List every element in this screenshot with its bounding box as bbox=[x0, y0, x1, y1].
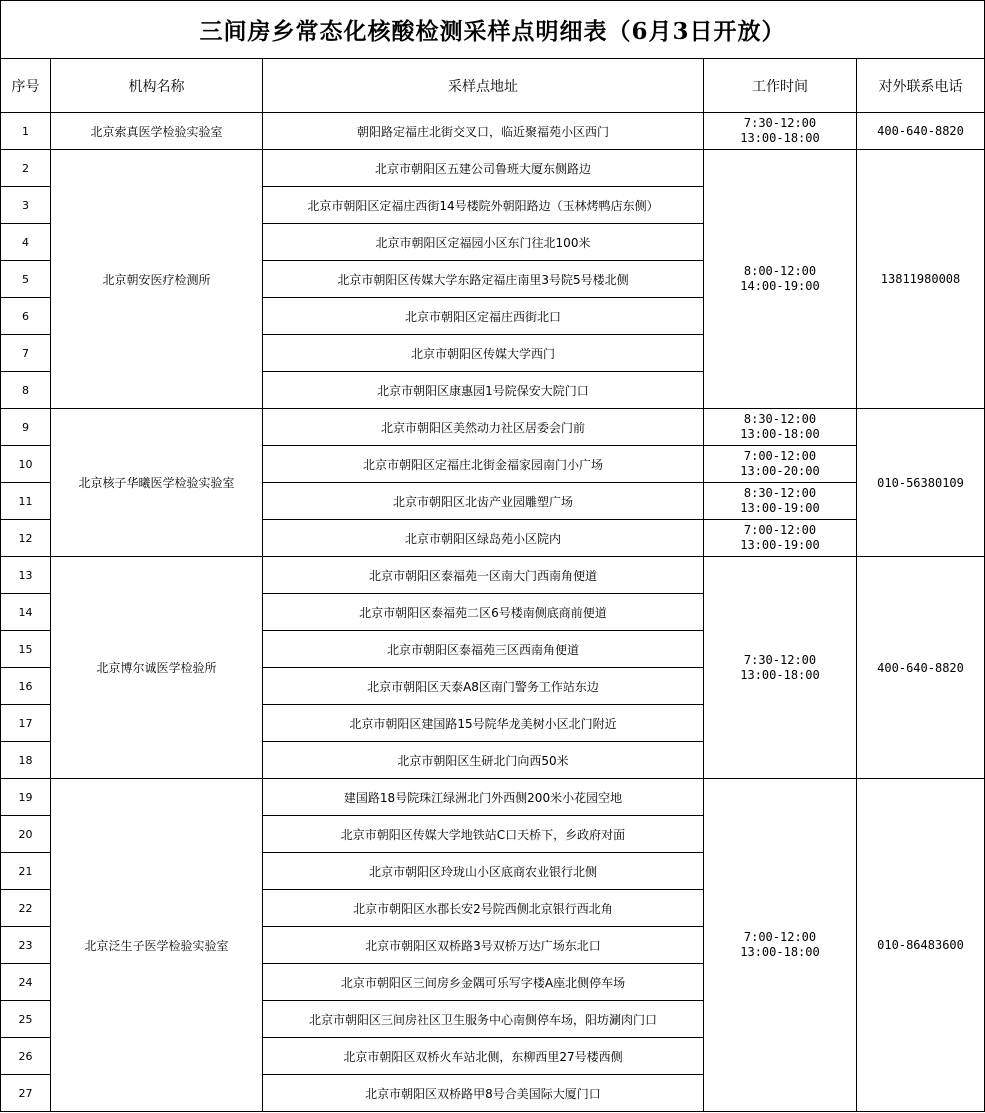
site-address: 北京市朝阳区绿岛苑小区院内 bbox=[263, 520, 704, 557]
org-name: 北京博尔诚医学检验所 bbox=[51, 557, 263, 779]
header-row bbox=[1, 59, 985, 113]
row-number: 24 bbox=[1, 964, 51, 1001]
row-number: 8 bbox=[1, 372, 51, 409]
site-address: 建国路18号院珠江绿洲北门外西侧200米小花园空地 bbox=[263, 779, 704, 816]
time-range: 7:00-12:00 bbox=[743, 523, 817, 537]
header-phone: 对外联系电话 bbox=[857, 59, 985, 113]
table-row bbox=[1, 113, 985, 150]
site-address: 北京市朝阳区康惠园1号院保安大院门口 bbox=[263, 372, 704, 409]
site-address: 北京市朝阳区五建公司鲁班大厦东侧路边 bbox=[263, 150, 704, 187]
time-range: 13:00-19:00 bbox=[740, 538, 820, 552]
site-address: 北京市朝阳区定福庄北街金福家园南门小广场 bbox=[263, 446, 704, 483]
row-number: 21 bbox=[1, 853, 51, 890]
time-range: 13:00-19:00 bbox=[740, 501, 820, 515]
site-address: 北京市朝阳区传媒大学东路定福庄南里3号院5号楼北侧 bbox=[263, 261, 704, 298]
site-address: 北京市朝阳区天泰A8区南门警务工作站东边 bbox=[263, 668, 704, 705]
site-address: 北京市朝阳区水郡长安2号院西侧北京银行西北角 bbox=[263, 890, 704, 927]
row-number: 17 bbox=[1, 705, 51, 742]
row-number: 15 bbox=[1, 631, 51, 668]
site-address: 北京市朝阳区传媒大学地铁站C口天桥下，乡政府对面 bbox=[263, 816, 704, 853]
row-number: 13 bbox=[1, 557, 51, 594]
row-number: 12 bbox=[1, 520, 51, 557]
row-number: 6 bbox=[1, 298, 51, 335]
time-range: 13:00-18:00 bbox=[740, 131, 820, 145]
site-address: 北京市朝阳区建国路15号院华龙美树小区北门附近 bbox=[263, 705, 704, 742]
row-number: 11 bbox=[1, 483, 51, 520]
site-address: 北京市朝阳区双桥路3号双桥万达广场东北口 bbox=[263, 927, 704, 964]
site-address: 北京市朝阳区传媒大学西门 bbox=[263, 335, 704, 372]
header-org: 机构名称 bbox=[51, 59, 263, 113]
contact-phone: 400-640-8820 bbox=[857, 557, 985, 779]
working-hours bbox=[704, 779, 857, 1112]
org-name: 北京核子华曦医学检验实验室 bbox=[51, 409, 263, 557]
time-range: 13:00-20:00 bbox=[740, 464, 820, 478]
site-address: 北京市朝阳区泰福苑三区西南角便道 bbox=[263, 631, 704, 668]
site-address: 北京市朝阳区泰福苑一区南大门西南角便道 bbox=[263, 557, 704, 594]
row-number: 25 bbox=[1, 1001, 51, 1038]
site-address: 北京市朝阳区泰福苑二区6号楼南侧底商前便道 bbox=[263, 594, 704, 631]
time-range: 8:30-12:00 bbox=[743, 412, 817, 426]
site-address: 北京市朝阳区定福园小区东门往北100米 bbox=[263, 224, 704, 261]
row-number: 27 bbox=[1, 1075, 51, 1112]
working-hours bbox=[704, 409, 857, 446]
working-hours bbox=[704, 520, 857, 557]
org-name: 北京泛生子医学检验实验室 bbox=[51, 779, 263, 1112]
row-number: 19 bbox=[1, 779, 51, 816]
site-address: 北京市朝阳区生研北门向西50米 bbox=[263, 742, 704, 779]
page-title: 三间房乡常态化核酸检测采样点明细表（6月3日开放） bbox=[1, 1, 985, 59]
time-range: 14:00-19:00 bbox=[740, 279, 820, 293]
time-range: 7:30-12:00 bbox=[743, 652, 817, 667]
site-address: 北京市朝阳区三间房社区卫生服务中心南侧停车场，阳坊涮肉门口 bbox=[263, 1001, 704, 1038]
working-hours bbox=[704, 113, 857, 150]
table-row bbox=[1, 557, 985, 594]
contact-phone: 400-640-8820 bbox=[857, 113, 985, 150]
contact-phone: 010-86483600 bbox=[857, 779, 985, 1112]
table-row bbox=[1, 150, 985, 187]
row-number: 16 bbox=[1, 668, 51, 705]
time-range: 13:00-18:00 bbox=[740, 945, 820, 959]
header-hours: 工作时间 bbox=[704, 59, 857, 113]
header-index: 序号 bbox=[1, 59, 51, 113]
row-number: 2 bbox=[1, 150, 51, 187]
time-range: 7:00-12:00 bbox=[743, 449, 817, 463]
header-address: 采样点地址 bbox=[263, 59, 704, 113]
contact-phone: 010-56380109 bbox=[857, 409, 985, 557]
contact-phone: 13811980008 bbox=[857, 150, 985, 409]
org-name: 北京朝安医疗检测所 bbox=[51, 150, 263, 409]
site-address: 北京市朝阳区定福庄西街14号楼院外朝阳路边（玉林烤鸭店东侧） bbox=[263, 187, 704, 224]
row-number: 5 bbox=[1, 261, 51, 298]
time-range: 13:00-18:00 bbox=[740, 667, 820, 682]
table-row bbox=[1, 409, 985, 446]
row-number: 18 bbox=[1, 742, 51, 779]
row-number: 9 bbox=[1, 409, 51, 446]
site-address: 北京市朝阳区双桥火车站北侧，东柳西里27号楼西侧 bbox=[263, 1038, 704, 1075]
row-number: 22 bbox=[1, 890, 51, 927]
table-body bbox=[1, 113, 985, 1112]
time-range: 8:00-12:00 bbox=[743, 264, 817, 278]
row-number: 4 bbox=[1, 224, 51, 261]
row-number: 26 bbox=[1, 1038, 51, 1075]
row-number: 14 bbox=[1, 594, 51, 631]
row-number: 23 bbox=[1, 927, 51, 964]
site-address: 朝阳路定福庄北街交叉口，临近聚福苑小区西门 bbox=[263, 113, 704, 150]
row-number: 7 bbox=[1, 335, 51, 372]
time-range: 8:30-12:00 bbox=[743, 486, 817, 500]
time-range: 7:30-12:00 bbox=[743, 116, 817, 130]
time-range: 13:00-18:00 bbox=[740, 427, 820, 441]
working-hours bbox=[704, 446, 857, 483]
site-address: 北京市朝阳区北齿产业园雕塑广场 bbox=[263, 483, 704, 520]
row-number: 10 bbox=[1, 446, 51, 483]
working-hours bbox=[704, 557, 857, 779]
site-address: 北京市朝阳区美然动力社区居委会门前 bbox=[263, 409, 704, 446]
table-row bbox=[1, 779, 985, 816]
row-number: 1 bbox=[1, 113, 51, 150]
site-address: 北京市朝阳区双桥路甲8号合美国际大厦门口 bbox=[263, 1075, 704, 1112]
site-address: 北京市朝阳区玲珑山小区底商农业银行北侧 bbox=[263, 853, 704, 890]
working-hours bbox=[704, 483, 857, 520]
time-range: 7:00-12:00 bbox=[743, 930, 817, 944]
row-number: 20 bbox=[1, 816, 51, 853]
org-name: 北京索真医学检验实验室 bbox=[51, 113, 263, 150]
site-address: 北京市朝阳区定福庄西街北口 bbox=[263, 298, 704, 335]
row-number: 3 bbox=[1, 187, 51, 224]
site-address: 北京市朝阳区三间房乡金隅可乐写字楼A座北侧停车场 bbox=[263, 964, 704, 1001]
working-hours bbox=[704, 150, 857, 409]
